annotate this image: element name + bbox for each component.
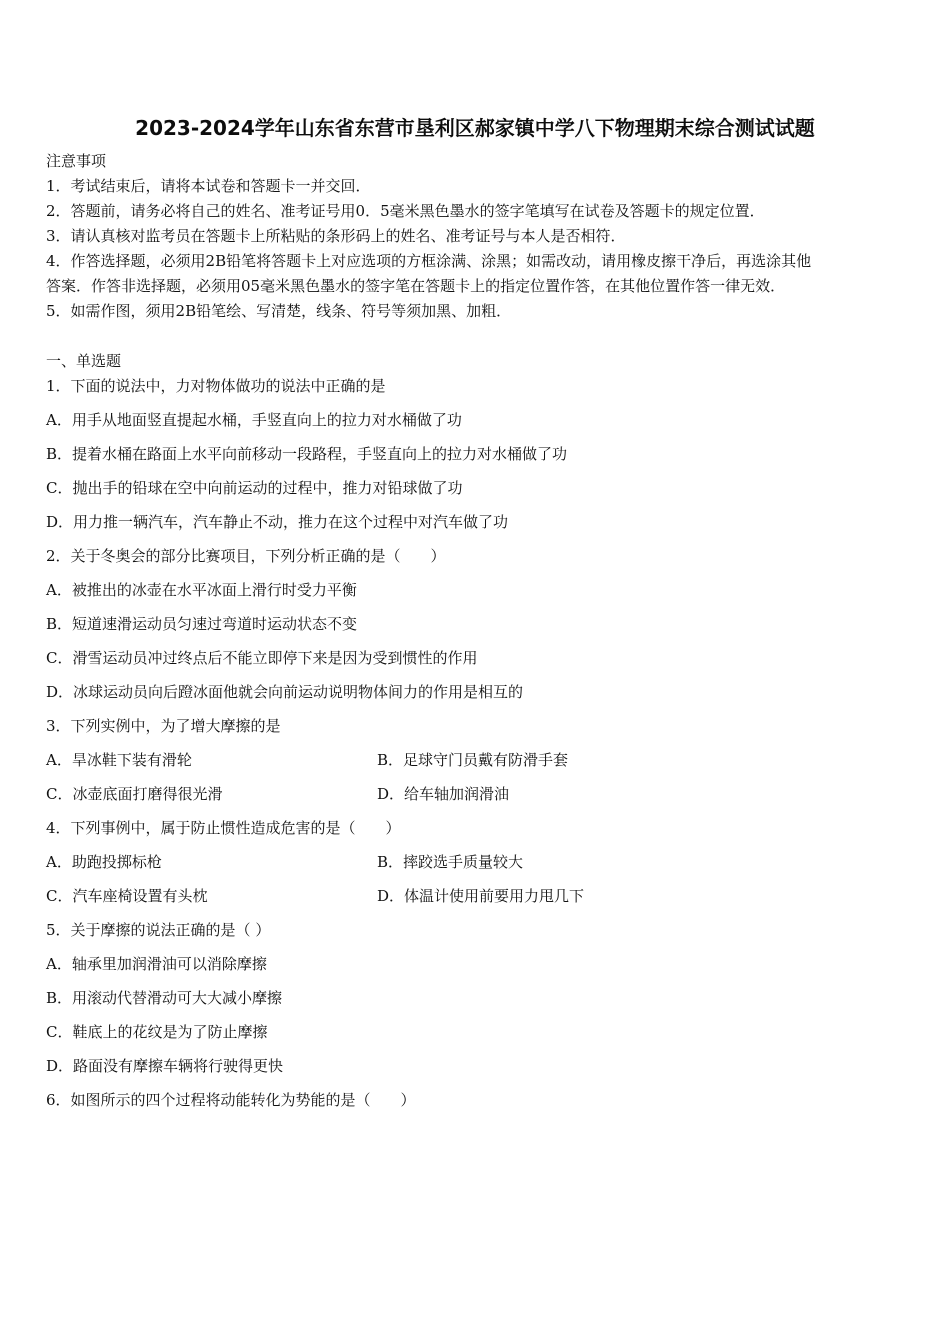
notice-item: 答案．作答非选择题，必须用05毫米黑色墨水的签字笔在答题卡上的指定位置作答，在其他位置作答一律无效． (46, 277, 786, 295)
answer-option: D．冰球运动员向后蹬冰面他就会向前运动说明物体间力的作用是相互的 (46, 683, 524, 701)
answer-option: B．足球守门员戴有防滑手套 (377, 751, 569, 769)
answer-option: B．短道速滑运动员匀速过弯道时运动状态不变 (46, 615, 358, 633)
notice-item: 2．答题前，请务必将自己的姓名、准考证号用0．5毫米黑色墨水的签字笔填写在试卷及答题卡的规定位置． (46, 202, 765, 220)
answer-option: C．鞋底上的花纹是为了防止摩擦 (46, 1023, 268, 1041)
answer-option: C．冰壶底面打磨得很光滑 (46, 785, 223, 803)
notice-heading: 注意事项 (46, 152, 107, 170)
answer-option: A．轴承里加润滑油可以消除摩擦 (46, 955, 267, 973)
question-stem: 4．下列事例中，属于防止惯性造成危害的是（ ） (46, 819, 401, 837)
notice-item: 5．如需作图，须用2B铅笔绘、写清楚，线条、符号等须加黑、加粗． (46, 302, 512, 320)
notice-item: 3．请认真核对监考员在答题卡上所粘贴的条形码上的姓名、准考证号与本人是否相符． (46, 227, 626, 245)
answer-option: C．汽车座椅设置有头枕 (46, 887, 208, 905)
answer-option: A．旱冰鞋下装有滑轮 (46, 751, 192, 769)
question-stem: 5．关于摩擦的说法正确的是（ ） (46, 921, 271, 939)
question-stem: 1．下面的说法中，力对物体做功的说法中正确的是 (46, 377, 386, 395)
answer-option: D．用力推一辆汽车，汽车静止不动，推力在这个过程中对汽车做了功 (46, 513, 509, 531)
answer-option: B．提着水桶在路面上水平向前移动一段路程，手竖直向上的拉力对水桶做了功 (46, 445, 568, 463)
question-stem: 3．下列实例中，为了增大摩擦的是 (46, 717, 281, 735)
notice-item: 1．考试结束后，请将本试卷和答题卡一并交回． (46, 177, 371, 195)
answer-option: B．用滚动代替滑动可大大减小摩擦 (46, 989, 283, 1007)
answer-option: D．体温计使用前要用力甩几下 (377, 887, 585, 905)
page-title: 2023-2024学年山东省东营市垦利区郝家镇中学八下物理期末综合测试试题 (135, 116, 815, 140)
answer-option: C．抛出手的铅球在空中向前运动的过程中，推力对铅球做了功 (46, 479, 463, 497)
answer-option: A．用手从地面竖直提起水桶，手竖直向上的拉力对水桶做了功 (46, 411, 462, 429)
section-title: 一、单选题 (46, 352, 122, 370)
answer-option: D．给车轴加润滑油 (377, 785, 510, 803)
question-stem: 6．如图所示的四个过程将动能转化为势能的是（ ） (46, 1091, 416, 1109)
answer-option: D．路面没有摩擦车辆将行驶得更快 (46, 1057, 284, 1075)
answer-option: A．助跑投掷标枪 (46, 853, 162, 871)
question-stem: 2．关于冬奥会的部分比赛项目，下列分析正确的是（ ） (46, 547, 446, 565)
notice-item: 4．作答选择题，必须用2B铅笔将答题卡上对应选项的方框涂满、涂黑；如需改动，请用橡皮擦干净后，再选涂其他 (46, 252, 812, 270)
answer-option: C．滑雪运动员冲过终点后不能立即停下来是因为受到惯性的作用 (46, 649, 478, 667)
answer-option: B．摔跤选手质量较大 (377, 853, 524, 871)
answer-option: A．被推出的冰壶在水平冰面上滑行时受力平衡 (46, 581, 357, 599)
